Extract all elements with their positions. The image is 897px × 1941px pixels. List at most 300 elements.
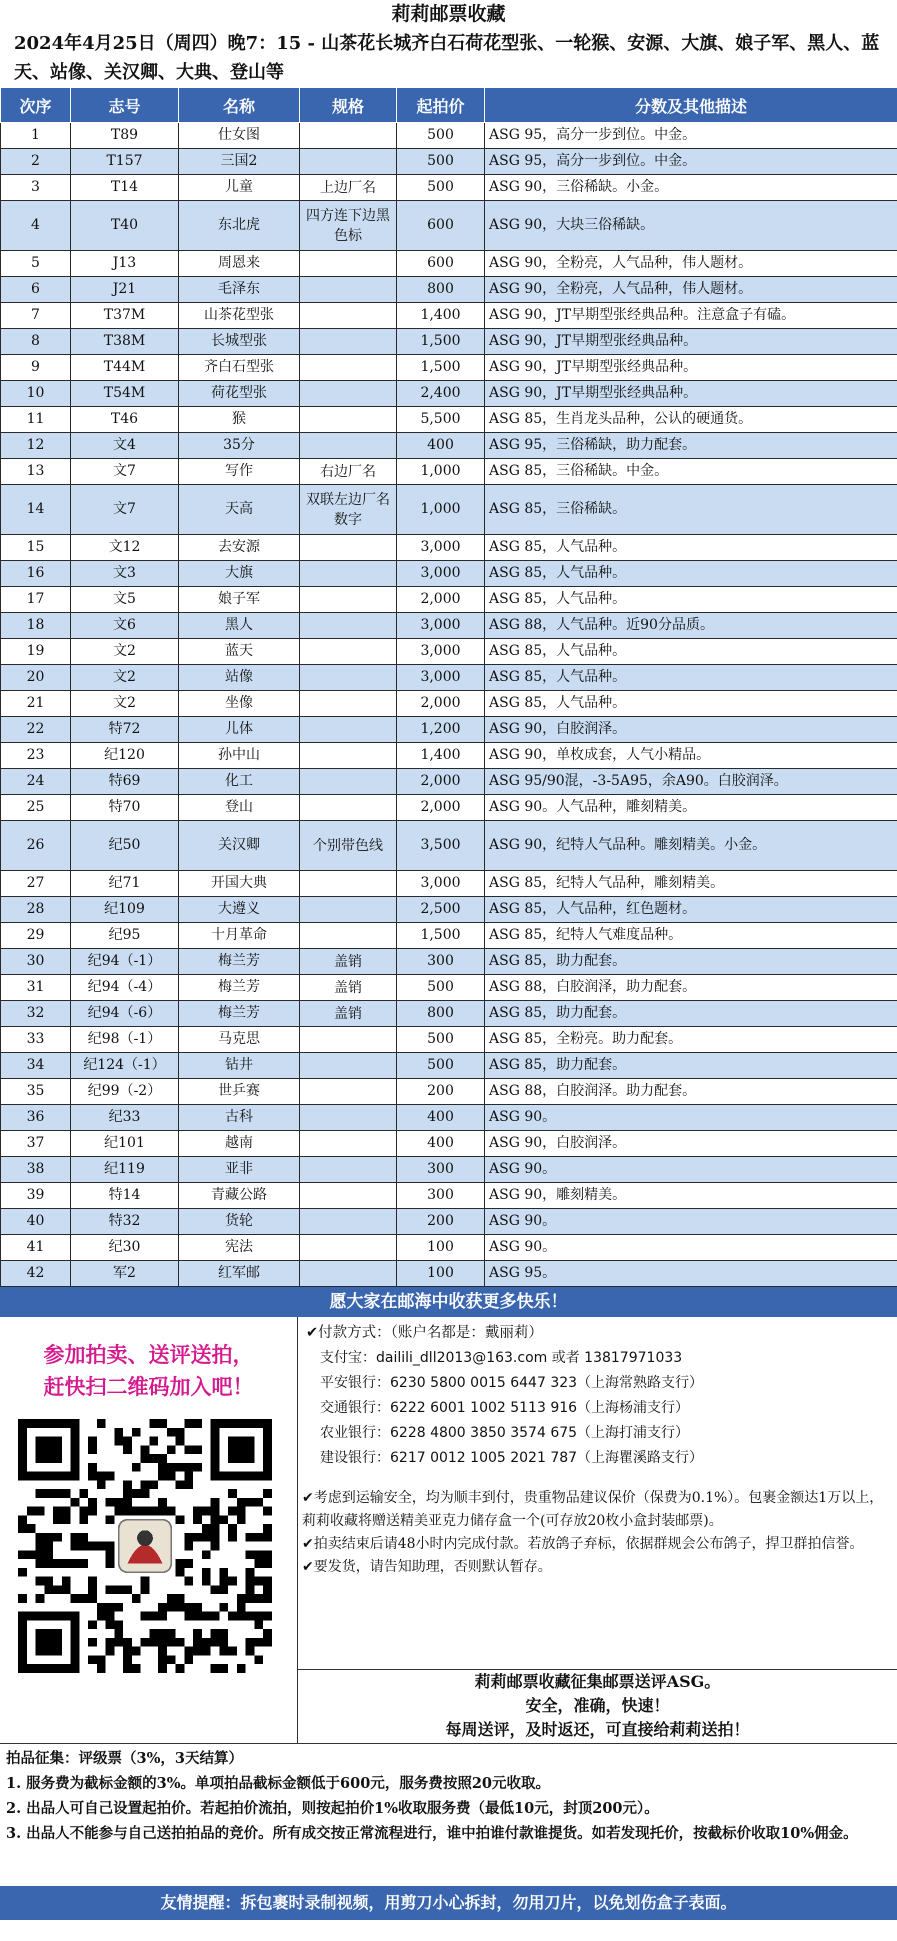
lot-order: 17: [1, 587, 71, 613]
terms-heading: 拍品征集：评级票（3%，3天结算）: [6, 1750, 243, 1767]
table-row: [1, 1053, 897, 1079]
table-row: [1, 561, 897, 587]
lot-desc: ASG 88，白胶润泽。助力配套。: [485, 1079, 897, 1105]
banner: 愿大家在邮海中收获更多快乐！: [0, 1287, 897, 1317]
lot-desc: ASG 90，纪特人气品种。雕刻精美。小金。: [485, 821, 897, 871]
table-row: [1, 587, 897, 613]
lot-spec: 盖销: [300, 949, 397, 975]
lot-code: 特32: [71, 1209, 179, 1235]
table-row: [1, 1079, 897, 1105]
lot-price: 1,000: [397, 459, 485, 485]
lot-price: 1,400: [397, 303, 485, 329]
slogan-line-2: 安全，准确，快速！: [525, 1696, 670, 1715]
lot-price: 2,400: [397, 381, 485, 407]
lot-code: 特69: [71, 769, 179, 795]
lot-code: 纪98（-1）: [71, 1027, 179, 1053]
lot-desc: ASG 90，白胶润泽。: [485, 717, 897, 743]
lot-name: 古科: [179, 1105, 300, 1131]
table-row: [1, 795, 897, 821]
lot-spec: [300, 433, 397, 459]
lot-order: 19: [1, 639, 71, 665]
lot-price: 500: [397, 175, 485, 201]
slogan-line-3: 每周送评，及时返还，可直接给莉莉送拍！: [445, 1720, 750, 1739]
table-row: [1, 201, 897, 251]
lot-order: 39: [1, 1183, 71, 1209]
lot-spec: [300, 1183, 397, 1209]
table-row: [1, 1105, 897, 1131]
lot-code: 文3: [71, 561, 179, 587]
lot-name: 娘子军: [179, 587, 300, 613]
lot-price: 1,500: [397, 923, 485, 949]
auction-table: [0, 87, 897, 1287]
lot-desc: ASG 90，JT早期型张经典品种。注意盒子有磕。: [485, 303, 897, 329]
lot-name: 世乒赛: [179, 1079, 300, 1105]
lot-spec: [300, 277, 397, 303]
lot-desc: ASG 85，人气品种。: [485, 561, 897, 587]
lot-order: 6: [1, 277, 71, 303]
table-row: [1, 149, 897, 175]
lot-spec: 个别带色线: [300, 821, 397, 871]
lot-desc: ASG 85，助力配套。: [485, 1053, 897, 1079]
lot-name: 十月革命: [179, 923, 300, 949]
lot-name: 毛泽东: [179, 277, 300, 303]
lot-price: 500: [397, 1027, 485, 1053]
lot-spec: [300, 743, 397, 769]
table-row: [1, 1183, 897, 1209]
lot-price: 2,000: [397, 691, 485, 717]
lot-order: 22: [1, 717, 71, 743]
lot-code: 纪71: [71, 871, 179, 897]
lot-name: 红军邮: [179, 1261, 300, 1287]
lot-name: 亚非: [179, 1157, 300, 1183]
lot-name: 天高: [179, 485, 300, 535]
lot-desc: ASG 85，人气品种。: [485, 691, 897, 717]
lot-spec: [300, 329, 397, 355]
lot-spec: [300, 871, 397, 897]
lot-order: 29: [1, 923, 71, 949]
footer-reminder: 友情提醒：拆包裹时录制视频，用剪刀小心拆封，勿用刀片，以免划伤盒子表面。: [0, 1886, 897, 1920]
lot-order: 37: [1, 1131, 71, 1157]
table-row: [1, 407, 897, 433]
lot-name: 越南: [179, 1131, 300, 1157]
table-row: [1, 1235, 897, 1261]
lot-price: 2,000: [397, 795, 485, 821]
table-row: [1, 691, 897, 717]
lot-name: 荷花型张: [179, 381, 300, 407]
lot-spec: [300, 665, 397, 691]
lot-desc: ASG 85，助力配套。: [485, 1001, 897, 1027]
lot-desc: ASG 85，纪特人气难度品种。: [485, 923, 897, 949]
col-header-name: 名称: [179, 88, 300, 123]
lot-price: 600: [397, 251, 485, 277]
lot-name: 孙中山: [179, 743, 300, 769]
lot-spec: 盖销: [300, 975, 397, 1001]
lot-desc: ASG 90，JT早期型张经典品种。: [485, 381, 897, 407]
table-row: [1, 303, 897, 329]
lot-spec: [300, 923, 397, 949]
lot-desc: ASG 90。: [485, 1105, 897, 1131]
col-header-order: 次序: [1, 88, 71, 123]
lot-order: 11: [1, 407, 71, 433]
lot-name: 齐白石型张: [179, 355, 300, 381]
table-row: [1, 949, 897, 975]
lot-spec: 双联左边厂名数字: [300, 485, 397, 535]
lot-order: 21: [1, 691, 71, 717]
lot-order: 25: [1, 795, 71, 821]
lot-code: T46: [71, 407, 179, 433]
lot-price: 200: [397, 1209, 485, 1235]
lot-desc: ASG 85，人气品种。: [485, 587, 897, 613]
lot-name: 货轮: [179, 1209, 300, 1235]
promo-panel: [0, 1317, 298, 1743]
lot-order: 36: [1, 1105, 71, 1131]
lot-order: 33: [1, 1027, 71, 1053]
lot-price: 300: [397, 1157, 485, 1183]
lot-price: 800: [397, 277, 485, 303]
lot-code: J21: [71, 277, 179, 303]
lot-name: 长城型张: [179, 329, 300, 355]
table-body: [1, 123, 897, 1287]
col-header-code: 志号: [71, 88, 179, 123]
lot-price: 500: [397, 149, 485, 175]
payment-bocom: 交通银行：6222 6001 1002 5113 916（上海杨浦支行）: [320, 1400, 690, 1416]
lot-name: 钻井: [179, 1053, 300, 1079]
lot-price: 500: [397, 123, 485, 149]
lot-spec: [300, 769, 397, 795]
col-header-price: 起拍价: [397, 88, 485, 123]
lot-price: 1,400: [397, 743, 485, 769]
lot-spec: [300, 1235, 397, 1261]
lot-code: 纪109: [71, 897, 179, 923]
table-row: [1, 175, 897, 201]
lot-desc: ASG 85，人气品种。: [485, 665, 897, 691]
lot-spec: [300, 381, 397, 407]
lot-name: 坐像: [179, 691, 300, 717]
lot-name: 关汉卿: [179, 821, 300, 871]
terms-item-3: 3. 出品人不能参与自己送拍拍品的竞价。所有成交按正常流程进行，谁中拍谁付款谁提货。如若发现托价，按截标价收取10%佣金。: [6, 1825, 858, 1842]
lot-price: 600: [397, 201, 485, 251]
lot-order: 41: [1, 1235, 71, 1261]
lot-name: 去安源: [179, 535, 300, 561]
lot-order: 40: [1, 1209, 71, 1235]
lot-spec: [300, 149, 397, 175]
note-payment-deadline: 拍卖结束后请48小时内完成付款。若放鸽子弃标，依据群规会公布鸽子，捍卫群拍信誉。: [313, 1536, 864, 1552]
lot-price: 5,500: [397, 407, 485, 433]
lot-desc: ASG 88，白胶润泽，助力配套。: [485, 975, 897, 1001]
lot-code: T89: [71, 123, 179, 149]
lot-order: 24: [1, 769, 71, 795]
lot-spec: [300, 1157, 397, 1183]
lot-price: 200: [397, 1079, 485, 1105]
qr-code-icon[interactable]: [18, 1419, 272, 1673]
lot-spec: [300, 691, 397, 717]
promo-line-1: 参加拍卖、送评送拍，: [43, 1342, 254, 1367]
lot-price: 100: [397, 1235, 485, 1261]
lot-code: 文6: [71, 613, 179, 639]
lot-price: 800: [397, 1001, 485, 1027]
lot-code: 文2: [71, 665, 179, 691]
lot-code: T14: [71, 175, 179, 201]
lot-spec: [300, 587, 397, 613]
lot-name: 写作: [179, 459, 300, 485]
lot-desc: ASG 95。: [485, 1261, 897, 1287]
lot-spec: [300, 1079, 397, 1105]
lot-order: 18: [1, 613, 71, 639]
lot-price: 1,500: [397, 355, 485, 381]
lot-order: 3: [1, 175, 71, 201]
lot-spec: [300, 1027, 397, 1053]
lot-spec: [300, 407, 397, 433]
lot-desc: ASG 85，人气品种。: [485, 535, 897, 561]
lot-price: 3,000: [397, 871, 485, 897]
lot-order: 26: [1, 821, 71, 871]
lot-order: 15: [1, 535, 71, 561]
lot-code: 纪94（-6）: [71, 1001, 179, 1027]
lot-desc: ASG 95，高分一步到位。中金。: [485, 149, 897, 175]
lot-name: 儿体: [179, 717, 300, 743]
table-row: [1, 355, 897, 381]
lot-order: 2: [1, 149, 71, 175]
table-row: [1, 1131, 897, 1157]
lot-spec: [300, 1131, 397, 1157]
lot-spec: [300, 303, 397, 329]
slogan: [298, 1669, 897, 1744]
lot-desc: ASG 85，三俗稀缺。中金。: [485, 459, 897, 485]
slogan-line-1: 莉莉邮票收藏征集邮票送评ASG。: [474, 1672, 721, 1691]
lot-order: 14: [1, 485, 71, 535]
table-row: [1, 1027, 897, 1053]
lot-spec: [300, 251, 397, 277]
lot-code: 文2: [71, 639, 179, 665]
lot-order: 13: [1, 459, 71, 485]
lot-code: 特70: [71, 795, 179, 821]
lot-desc: ASG 85，人气品种，红色题材。: [485, 897, 897, 923]
lot-code: 纪101: [71, 1131, 179, 1157]
lot-price: 2,000: [397, 587, 485, 613]
lot-price: 3,500: [397, 821, 485, 871]
lot-code: 文4: [71, 433, 179, 459]
lot-spec: 四方连下边黑色标: [300, 201, 397, 251]
lot-spec: [300, 535, 397, 561]
lot-code: 纪95: [71, 923, 179, 949]
lot-code: 纪99（-2）: [71, 1079, 179, 1105]
page-title: 莉莉邮票收藏: [391, 3, 506, 25]
lot-order: 42: [1, 1261, 71, 1287]
lot-spec: [300, 639, 397, 665]
table-row: [1, 975, 897, 1001]
table-row: [1, 639, 897, 665]
table-row: [1, 1261, 897, 1287]
lot-desc: ASG 90，单枚成套，人气小精品。: [485, 743, 897, 769]
lot-code: 军2: [71, 1261, 179, 1287]
table-row: [1, 897, 897, 923]
lot-desc: ASG 90。: [485, 1209, 897, 1235]
payment-abc: 农业银行：6228 4800 3850 3574 675（上海打浦支行）: [320, 1425, 690, 1441]
lot-spec: [300, 613, 397, 639]
table-row: [1, 123, 897, 149]
lot-code: 特14: [71, 1183, 179, 1209]
lot-price: 100: [397, 1261, 485, 1287]
lot-order: 10: [1, 381, 71, 407]
table-row: [1, 1157, 897, 1183]
lot-name: 梅兰芳: [179, 949, 300, 975]
check-icon: ✔: [306, 1325, 319, 1341]
check-icon: ✔: [302, 1536, 314, 1552]
lot-price: 3,000: [397, 665, 485, 691]
lot-code: 文7: [71, 459, 179, 485]
lot-spec: [300, 1261, 397, 1287]
table-row: [1, 871, 897, 897]
lot-price: 1,500: [397, 329, 485, 355]
lot-code: 文2: [71, 691, 179, 717]
lot-order: 9: [1, 355, 71, 381]
lot-order: 20: [1, 665, 71, 691]
table-row: [1, 277, 897, 303]
table-row: [1, 251, 897, 277]
table-row: [1, 613, 897, 639]
lot-name: 梅兰芳: [179, 975, 300, 1001]
lot-order: 31: [1, 975, 71, 1001]
lot-price: 3,000: [397, 535, 485, 561]
lot-desc: ASG 90。: [485, 1235, 897, 1261]
lot-name: 开国大典: [179, 871, 300, 897]
lot-desc: ASG 90，三俗稀缺。小金。: [485, 175, 897, 201]
lot-code: T38M: [71, 329, 179, 355]
lot-code: T37M: [71, 303, 179, 329]
lot-order: 23: [1, 743, 71, 769]
lot-spec: 盖销: [300, 1001, 397, 1027]
lot-code: T40: [71, 201, 179, 251]
table-row: [1, 329, 897, 355]
lot-order: 32: [1, 1001, 71, 1027]
payment-panel: [298, 1317, 897, 1743]
lot-order: 27: [1, 871, 71, 897]
lot-code: 纪33: [71, 1105, 179, 1131]
lot-spec: 上边厂名: [300, 175, 397, 201]
promo-text: [0, 1339, 297, 1403]
note-shipping: 考虑到运输安全，均为顺丰到付，贵重物品建议保价（保费为0.1%）。包裹金额达1万以上，莉莉收藏将赠送精美亚克力储存盒一个(可存放20枚小盒封装邮票)。: [302, 1490, 884, 1529]
lot-price: 300: [397, 949, 485, 975]
shipping-notes: [298, 1481, 897, 1579]
lot-desc: ASG 85，人气品种。: [485, 639, 897, 665]
lot-code: 文7: [71, 485, 179, 535]
payment-alipay: 支付宝：dailili_dll2013@163.com 或者 13817971033: [320, 1350, 683, 1366]
lot-price: 500: [397, 975, 485, 1001]
lot-desc: ASG 95/90混，-3-5A95，余A90。白胶润泽。: [485, 769, 897, 795]
lot-code: 纪120: [71, 743, 179, 769]
table-row: [1, 1001, 897, 1027]
lot-code: 文12: [71, 535, 179, 561]
table-row: [1, 381, 897, 407]
lot-order: 38: [1, 1157, 71, 1183]
table-row: [1, 433, 897, 459]
lot-spec: [300, 717, 397, 743]
consignment-terms: [0, 1744, 897, 1874]
note-delivery: 要发货，请告知助理，否则默认暂存。: [313, 1559, 552, 1575]
lot-desc: ASG 90，全粉亮，人气品种，伟人题材。: [485, 277, 897, 303]
lot-spec: [300, 897, 397, 923]
lot-name: 黑人: [179, 613, 300, 639]
lot-order: 5: [1, 251, 71, 277]
lot-name: 三国2: [179, 149, 300, 175]
lot-price: 300: [397, 1183, 485, 1209]
terms-item-2: 2. 出品人可自己设置起拍价。若起拍价流拍，则按起拍价1%收取服务费（最低10元，封顶200元）。: [6, 1800, 659, 1817]
lot-name: 仕女图: [179, 123, 300, 149]
lot-price: 400: [397, 1105, 485, 1131]
lot-code: T54M: [71, 381, 179, 407]
lot-name: 登山: [179, 795, 300, 821]
terms-item-1: 1. 服务费为截标金额的3%。单项拍品截标金额低于600元，服务费按照20元收取。: [6, 1775, 550, 1792]
page-subtitle: 2024年4月25日（周四）晚7：15 - 山茶花长城齐白石荷花型张、一轮猴、安源、大旗、娘子军、黑人、蓝天、站像、关汉卿、大典、登山等: [14, 33, 880, 83]
lot-desc: ASG 95，三俗稀缺，助力配套。: [485, 433, 897, 459]
lot-name: 猴: [179, 407, 300, 433]
lot-spec: [300, 561, 397, 587]
lot-desc: ASG 90，大块三俗稀缺。: [485, 201, 897, 251]
lot-spec: [300, 795, 397, 821]
payment-pingan: 平安银行：6230 5800 0015 6447 323（上海常熟路支行）: [320, 1375, 704, 1391]
lot-desc: ASG 88，人气品种。近90分品质。: [485, 613, 897, 639]
lot-code: 纪124（-1）: [71, 1053, 179, 1079]
lot-price: 2,000: [397, 769, 485, 795]
lot-name: 儿童: [179, 175, 300, 201]
table-row: [1, 821, 897, 871]
lot-desc: ASG 90，JT早期型张经典品种。: [485, 329, 897, 355]
lot-name: 宪法: [179, 1235, 300, 1261]
lot-spec: [300, 1209, 397, 1235]
lot-name: 山茶花型张: [179, 303, 300, 329]
lot-price: 500: [397, 1053, 485, 1079]
col-header-desc: 分数及其他描述: [485, 88, 897, 123]
lot-name: 大遵义: [179, 897, 300, 923]
table-row: [1, 665, 897, 691]
lot-code: 特72: [71, 717, 179, 743]
lot-desc: ASG 90。: [485, 1157, 897, 1183]
lot-code: T157: [71, 149, 179, 175]
lot-price: 3,000: [397, 639, 485, 665]
lot-code: 纪119: [71, 1157, 179, 1183]
lot-order: 7: [1, 303, 71, 329]
lot-order: 35: [1, 1079, 71, 1105]
lot-desc: ASG 85，三俗稀缺。: [485, 485, 897, 535]
lot-desc: ASG 90，全粉亮，人气品种，伟人题材。: [485, 251, 897, 277]
lot-code: J13: [71, 251, 179, 277]
promo-line-2: 赶快扫二维码加入吧！: [43, 1374, 254, 1399]
lot-spec: [300, 1105, 397, 1131]
lot-name: 周恩来: [179, 251, 300, 277]
lot-price: 1,000: [397, 485, 485, 535]
lot-order: 12: [1, 433, 71, 459]
lot-code: T44M: [71, 355, 179, 381]
lot-order: 4: [1, 201, 71, 251]
check-icon: ✔: [302, 1559, 314, 1575]
lot-name: 青藏公路: [179, 1183, 300, 1209]
lot-spec: [300, 1053, 397, 1079]
lot-name: 化工: [179, 769, 300, 795]
table-row: [1, 743, 897, 769]
lot-desc: ASG 90，白胶润泽。: [485, 1131, 897, 1157]
lot-price: 400: [397, 1131, 485, 1157]
lot-name: 蓝天: [179, 639, 300, 665]
info-section: [0, 1317, 897, 1744]
lot-desc: ASG 85，纪特人气品种，雕刻精美。: [485, 871, 897, 897]
lot-price: 1,200: [397, 717, 485, 743]
lot-price: 400: [397, 433, 485, 459]
table-row: [1, 1209, 897, 1235]
lot-code: 纪50: [71, 821, 179, 871]
lot-name: 35分: [179, 433, 300, 459]
lot-order: 30: [1, 949, 71, 975]
lot-desc: ASG 85，全粉亮。助力配套。: [485, 1027, 897, 1053]
